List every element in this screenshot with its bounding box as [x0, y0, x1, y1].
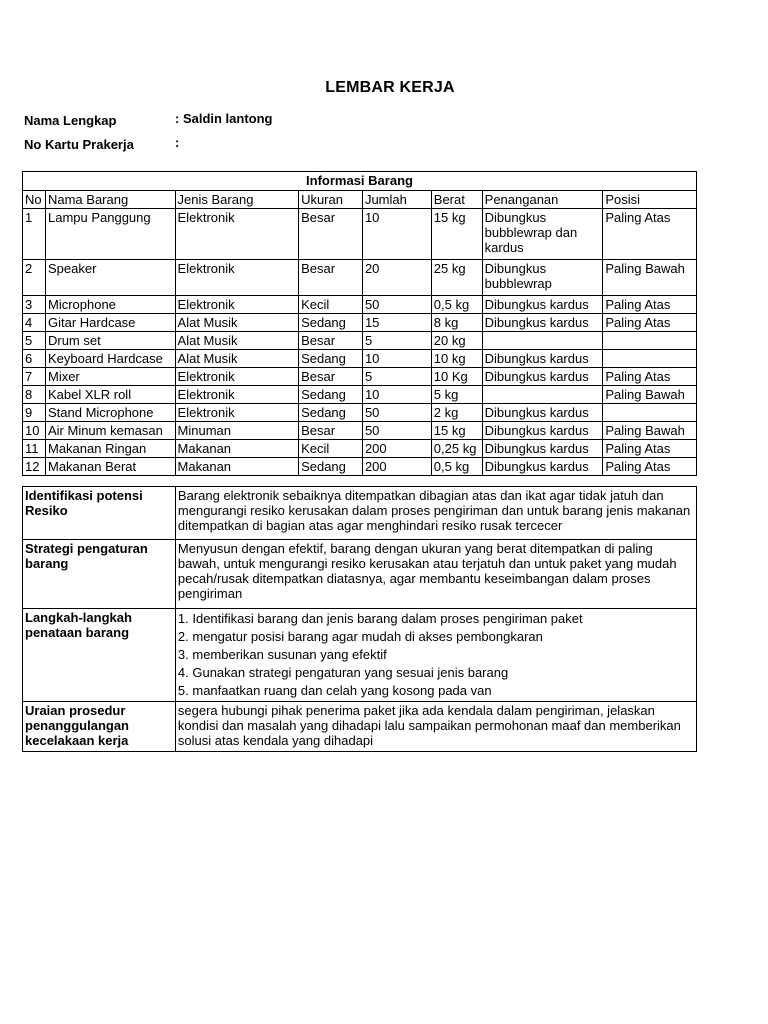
strategy-row [23, 540, 697, 609]
item-handling-cell: Dibungkus bubblewrap [482, 260, 603, 296]
item-quantity-cell: 5 [362, 368, 431, 386]
item-name-cell: Stand Microphone [45, 404, 175, 422]
item-type-cell: Alat Musik [175, 314, 299, 332]
item-quantity-cell: 5 [362, 332, 431, 350]
item-handling-cell: Dibungkus kardus [482, 404, 603, 422]
item-quantity-cell: 50 [362, 296, 431, 314]
full-name-label: Nama Lengkap [24, 113, 117, 128]
item-weight-cell: 0,5 kg [431, 296, 482, 314]
item-handling-cell [482, 386, 603, 404]
item-no-cell: 9 [23, 404, 46, 422]
column-header: Berat [431, 191, 482, 209]
item-handling-cell: Dibungkus kardus [482, 314, 603, 332]
column-header: Jenis Barang [175, 191, 299, 209]
item-quantity-cell: 10 [362, 350, 431, 368]
item-name-cell: Speaker [45, 260, 175, 296]
item-type-cell: Makanan [175, 440, 299, 458]
item-position-cell: Paling Bawah [603, 260, 697, 296]
item-position-cell: Paling Atas [603, 458, 697, 476]
item-size-cell: Kecil [299, 296, 363, 314]
item-size-cell: Sedang [299, 458, 363, 476]
item-name-cell: Makanan Ringan [45, 440, 175, 458]
item-no-cell: 4 [23, 314, 46, 332]
steps-label: Langkah-langkah penataan barang [23, 609, 176, 702]
item-weight-cell: 25 kg [431, 260, 482, 296]
item-weight-cell: 10 kg [431, 350, 482, 368]
item-position-cell [603, 350, 697, 368]
table-row [23, 386, 697, 404]
steps-row [23, 609, 697, 702]
risk-text: Barang elektronik sebaiknya ditempatkan dibagian atas dan ikat agar tidak jatuh dan mengurangi resiko kerusakan dalam proses pengiriman dan untuk barang jenis makanan ditempatkan di bagian atas agar menghindari resiko rusak tercecer [175, 487, 696, 540]
prakerja-card-value: : [175, 135, 180, 150]
item-quantity-cell: 50 [362, 422, 431, 440]
strategy-label: Strategi pengaturan barang [23, 540, 176, 609]
item-position-cell [603, 332, 697, 350]
table-row [23, 368, 697, 386]
item-weight-cell: 15 kg [431, 422, 482, 440]
item-no-cell: 8 [23, 386, 46, 404]
item-name-cell: Lampu Panggung [45, 209, 175, 260]
item-position-cell: Paling Atas [603, 440, 697, 458]
column-header: Ukuran [299, 191, 363, 209]
item-type-cell: Minuman [175, 422, 299, 440]
item-weight-cell: 2 kg [431, 404, 482, 422]
item-position-cell: Paling Bawah [603, 386, 697, 404]
table-row [23, 422, 697, 440]
item-no-cell: 6 [23, 350, 46, 368]
item-size-cell: Besar [299, 368, 363, 386]
prakerja-card-label: No Kartu Prakerja [24, 137, 134, 152]
item-size-cell: Kecil [299, 440, 363, 458]
step-item: 2. mengatur posisi barang agar mudah di akses pembongkaran [177, 629, 543, 644]
risk-label: Identifikasi potensi Resiko [23, 487, 176, 540]
item-size-cell: Besar [299, 260, 363, 296]
item-name-cell: Microphone [45, 296, 175, 314]
items-table-header-row [23, 191, 697, 209]
item-size-cell: Besar [299, 422, 363, 440]
item-size-cell: Sedang [299, 386, 363, 404]
item-weight-cell: 15 kg [431, 209, 482, 260]
item-no-cell: 2 [23, 260, 46, 296]
item-name-cell: Air Minum kemasan [45, 422, 175, 440]
item-weight-cell: 5 kg [431, 386, 482, 404]
item-type-cell: Alat Musik [175, 332, 299, 350]
column-header: Jumlah [362, 191, 431, 209]
item-handling-cell [482, 332, 603, 350]
item-type-cell: Elektronik [175, 296, 299, 314]
column-header: Posisi [603, 191, 697, 209]
item-weight-cell: 10 Kg [431, 368, 482, 386]
item-handling-cell: Dibungkus kardus [482, 458, 603, 476]
item-quantity-cell: 50 [362, 404, 431, 422]
items-table-caption: Informasi Barang [23, 172, 697, 191]
risk-row [23, 487, 697, 540]
item-handling-cell: Dibungkus kardus [482, 440, 603, 458]
item-type-cell: Elektronik [175, 404, 299, 422]
procedure-row [23, 702, 697, 752]
item-no-cell: 10 [23, 422, 46, 440]
item-quantity-cell: 10 [362, 209, 431, 260]
items-table [22, 171, 697, 476]
column-header: Nama Barang [45, 191, 175, 209]
item-handling-cell: Dibungkus kardus [482, 422, 603, 440]
item-quantity-cell: 200 [362, 458, 431, 476]
page-title: LEMBAR KERJA [325, 79, 455, 96]
item-handling-cell: Dibungkus kardus [482, 350, 603, 368]
table-row [23, 404, 697, 422]
item-name-cell: Keyboard Hardcase [45, 350, 175, 368]
item-weight-cell: 0,25 kg [431, 440, 482, 458]
item-type-cell: Elektronik [175, 209, 299, 260]
item-no-cell: 12 [23, 458, 46, 476]
item-quantity-cell: 10 [362, 386, 431, 404]
table-row [23, 350, 697, 368]
item-no-cell: 11 [23, 440, 46, 458]
steps-list [175, 609, 696, 702]
table-row [23, 332, 697, 350]
item-name-cell: Gitar Hardcase [45, 314, 175, 332]
table-row [23, 314, 697, 332]
item-size-cell: Sedang [299, 314, 363, 332]
item-type-cell: Alat Musik [175, 350, 299, 368]
column-header: Penanganan [482, 191, 603, 209]
info-table [22, 486, 697, 752]
procedure-text: segera hubungi pihak penerima paket jika ada kendala dalam pengiriman, jelaskan kondisi dan masalah yang dihadapi lalu sampaikan permohonan maaf dan memberikan solusi atas kendala yang dihadapi [175, 702, 696, 752]
item-weight-cell: 8 kg [431, 314, 482, 332]
table-row [23, 209, 697, 260]
item-weight-cell: 20 kg [431, 332, 482, 350]
strategy-text: Menyusun dengan efektif, barang dengan ukuran yang berat ditempatkan di paling bawah, untuk mengurangi resiko kerusakan atau terjatuh dan untuk paket yang mudah pecah/rusak ditempatkan diatasnya, agar membantu keseimbangan dalam proses pengiriman [175, 540, 696, 609]
item-position-cell: Paling Atas [603, 368, 697, 386]
item-type-cell: Elektronik [175, 260, 299, 296]
item-name-cell: Mixer [45, 368, 175, 386]
item-type-cell: Elektronik [175, 368, 299, 386]
item-handling-cell: Dibungkus kardus [482, 296, 603, 314]
column-header: No [23, 191, 46, 209]
item-position-cell: Paling Atas [603, 209, 697, 260]
item-weight-cell: 0,5 kg [431, 458, 482, 476]
item-name-cell: Makanan Berat [45, 458, 175, 476]
item-name-cell: Drum set [45, 332, 175, 350]
table-row [23, 260, 697, 296]
item-type-cell: Elektronik [175, 386, 299, 404]
item-name-cell: Kabel XLR roll [45, 386, 175, 404]
table-row [23, 458, 697, 476]
table-row [23, 296, 697, 314]
item-type-cell: Makanan [175, 458, 299, 476]
item-no-cell: 3 [23, 296, 46, 314]
item-handling-cell: Dibungkus bubblewrap dan kardus [482, 209, 603, 260]
item-quantity-cell: 20 [362, 260, 431, 296]
step-item: 3. memberikan susunan yang efektif [177, 647, 387, 662]
table-row [23, 440, 697, 458]
item-position-cell: Paling Atas [603, 296, 697, 314]
item-no-cell: 5 [23, 332, 46, 350]
item-no-cell: 1 [23, 209, 46, 260]
procedure-label: Uraian prosedur penanggulangan kecelakaan kerja [23, 702, 176, 752]
item-size-cell: Besar [299, 209, 363, 260]
step-item: 5. manfaatkan ruang dan celah yang kosong pada van [177, 683, 492, 698]
item-no-cell: 7 [23, 368, 46, 386]
item-position-cell: Paling Atas [603, 314, 697, 332]
step-item: 1. Identifikasi barang dan jenis barang dalam proses pengiriman paket [177, 611, 583, 626]
item-size-cell: Sedang [299, 350, 363, 368]
item-quantity-cell: 200 [362, 440, 431, 458]
step-item: 4. Gunakan strategi pengaturan yang sesuai jenis barang [177, 665, 509, 680]
full-name-value: : Saldin lantong [175, 111, 273, 126]
item-size-cell: Besar [299, 332, 363, 350]
item-position-cell [603, 404, 697, 422]
item-handling-cell: Dibungkus kardus [482, 368, 603, 386]
item-size-cell: Sedang [299, 404, 363, 422]
item-quantity-cell: 15 [362, 314, 431, 332]
item-position-cell: Paling Bawah [603, 422, 697, 440]
